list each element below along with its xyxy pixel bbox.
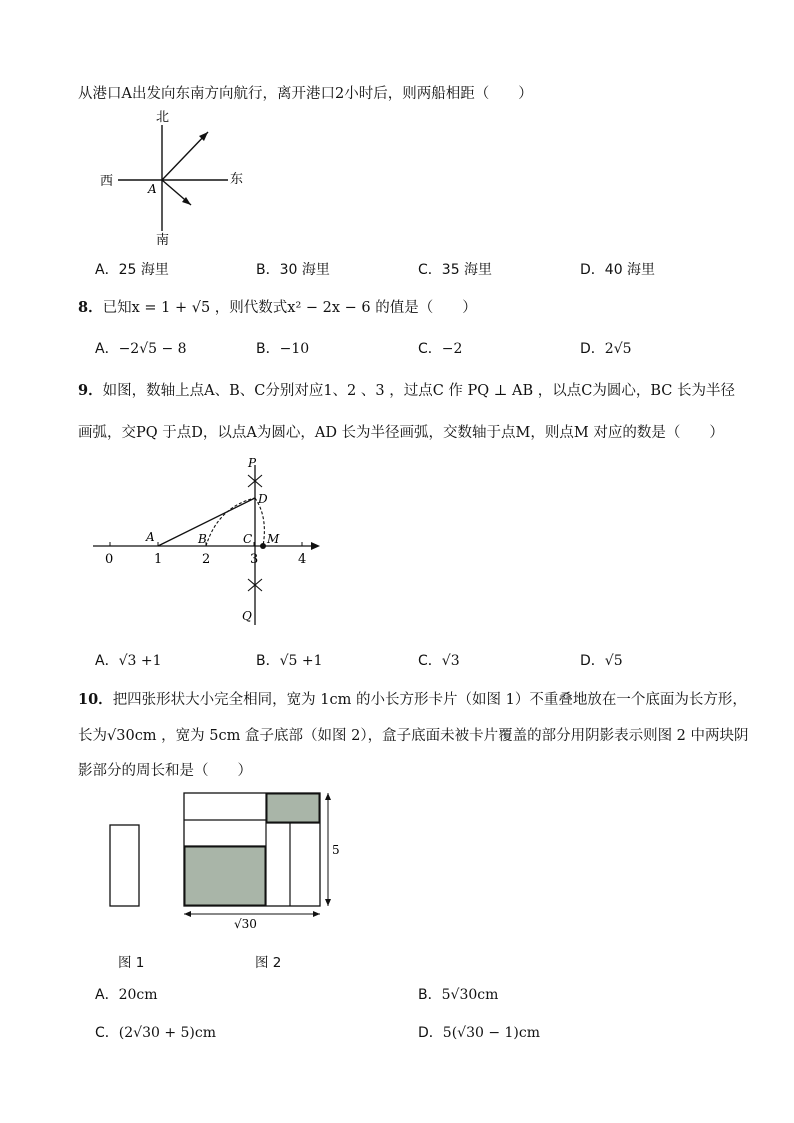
option-text: 20cm	[118, 987, 158, 1003]
q9-stem-line2: 画弧，交PQ 于点D，以点A为圆心，AD 长为半径画弧，交数轴于点M，则点M 对应的数是（ ）	[78, 425, 724, 441]
q8-option-d[interactable]	[580, 338, 632, 358]
q10-option-d[interactable]	[418, 1022, 540, 1042]
option-text: −2	[441, 341, 463, 357]
south-label: 南	[156, 233, 170, 245]
west-label: 西	[100, 174, 114, 189]
compass-figure	[90, 105, 260, 245]
tick-label-1: 1	[154, 552, 163, 567]
q7-option-b[interactable]	[256, 259, 330, 279]
dimension-width-label: 5	[332, 843, 340, 857]
question-number: 10．	[78, 691, 113, 708]
q10-stem-line3: 影部分的周长和是（ ）	[78, 763, 252, 779]
option-letter: C．	[95, 1025, 119, 1041]
point-p-label: P	[248, 456, 257, 470]
q10-stem-line2: 长为√30cm ，宽为 5cm 盒子底部（如图 2），盒子底面未被卡片覆盖的部分用阴影表示则图 2 中两块阴	[78, 728, 749, 744]
q7-stem: 从港口A出发向东南方向航行，离开港口2小时后，则两船相距（ ）	[78, 86, 533, 102]
tick-label-3: 3	[250, 552, 259, 567]
option-text: 5(√30 − 1)cm	[442, 1025, 541, 1041]
option-text: (2√30 + 5)cm	[118, 1025, 217, 1041]
q9-option-a[interactable]	[95, 650, 162, 670]
dimension-length-label: √30	[234, 917, 257, 931]
q10-option-a[interactable]	[95, 984, 158, 1004]
option-text: 30 海里	[279, 262, 330, 278]
q7-option-a[interactable]	[95, 259, 169, 279]
tick-label-0: 0	[105, 552, 114, 567]
q7-option-c[interactable]	[418, 259, 492, 279]
option-letter: B．	[256, 341, 280, 357]
figure-1-caption: 图 1	[118, 955, 145, 971]
point-m-label: M	[267, 532, 280, 546]
point-c-label: C	[243, 532, 253, 546]
q9-option-c[interactable]	[418, 650, 460, 670]
q10-option-c[interactable]	[95, 1022, 216, 1042]
q8-stem	[78, 296, 477, 317]
point-q-label: Q	[242, 609, 252, 623]
option-letter: B．	[256, 653, 280, 669]
number-line-figure	[88, 455, 328, 630]
tick-label-4: 4	[298, 552, 307, 567]
q9-option-d[interactable]	[580, 650, 623, 670]
card-figure-1	[108, 823, 142, 909]
point-d-label: D	[258, 492, 268, 506]
question-text: 已知x = 1 + √5 ，则代数式x² − 2x − 6 的值是（ ）	[102, 300, 477, 316]
q8-option-a[interactable]	[95, 338, 187, 358]
origin-label: A	[148, 182, 157, 196]
point-a-label: A	[146, 530, 155, 544]
option-text: √3	[441, 653, 460, 669]
q7-option-d[interactable]	[580, 259, 655, 279]
option-letter: A．	[95, 262, 119, 278]
q8-option-c[interactable]	[418, 338, 462, 358]
point-b-label: B	[198, 532, 207, 546]
q10-option-b[interactable]	[418, 984, 498, 1004]
east-label: 东	[230, 172, 244, 187]
option-text: √3 +1	[118, 653, 162, 669]
option-letter: D．	[580, 262, 605, 278]
question-text: 把四张形状大小完全相同，宽为 1cm 的小长方形卡片（如图 1）不重叠地放在一个底面为长方形，	[112, 692, 747, 708]
option-text: √5	[604, 653, 623, 669]
option-letter: C．	[418, 653, 442, 669]
question-number: 9．	[78, 382, 103, 399]
option-text: 35 海里	[441, 262, 493, 278]
option-text: 40 海里	[604, 262, 656, 278]
shaded-region-bottom-left	[185, 847, 265, 905]
question-text: 如图，数轴上点A、B、C分别对应1、2 、3 ，过点C 作 PQ ⊥ AB ，以点C为圆心，BC 长为半径	[102, 383, 735, 399]
option-text: 5√30cm	[441, 987, 499, 1003]
north-label: 北	[156, 110, 170, 125]
option-letter: A．	[95, 341, 119, 357]
q10-stem-line1	[78, 688, 747, 709]
option-letter: D．	[580, 653, 605, 669]
option-text: 2√5	[604, 341, 632, 357]
q9-option-b[interactable]	[256, 650, 323, 670]
option-letter: A．	[95, 653, 119, 669]
option-letter: B．	[256, 262, 280, 278]
question-number: 8．	[78, 299, 103, 316]
option-text: 25 海里	[118, 262, 169, 278]
option-text: √5 +1	[279, 653, 323, 669]
q8-option-b[interactable]	[256, 338, 309, 358]
shaded-region-top-right	[267, 794, 319, 822]
option-letter: D．	[418, 1025, 443, 1041]
option-text: −10	[279, 341, 310, 357]
option-letter: D．	[580, 341, 605, 357]
option-letter: B．	[418, 987, 442, 1003]
q9-stem-line1	[78, 379, 735, 400]
option-letter: C．	[418, 262, 442, 278]
option-letter: C．	[418, 341, 442, 357]
tick-label-2: 2	[202, 552, 211, 567]
option-text: −2√5 − 8	[118, 341, 187, 357]
option-letter: A．	[95, 987, 119, 1003]
figure-2-caption: 图 2	[255, 955, 282, 971]
box-figure-2	[176, 788, 351, 933]
